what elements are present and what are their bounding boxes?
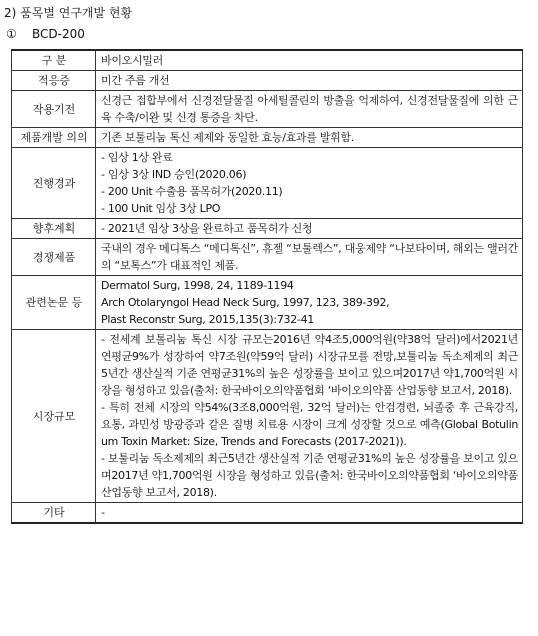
row-label: 관련논문 등 — [12, 276, 96, 330]
table-row — [12, 330, 523, 503]
cell-paragraph: - 보툴리눔 독소제제의 최근5년간 생산실적 기준 연평균31%의 높은 성장률을 보이고 있으며2017년 약1,700억원 시장을 형성하고 있음(출처: 한국바이오의약품협회 ‘바이오의약품 산업동향 보고서, 2018). — [101, 452, 518, 499]
table-row — [12, 276, 523, 330]
table-row — [12, 148, 523, 219]
cell-line: - 임상 1상 완료 — [101, 151, 173, 164]
cell-line: - 임상 3상 IND 승인(2020.06) — [101, 168, 247, 181]
table-row — [12, 91, 523, 128]
row-value — [96, 276, 523, 330]
section-title: 2) 품목별 연구개발 현황 — [4, 6, 133, 20]
row-value — [96, 239, 523, 276]
row-value — [96, 71, 523, 91]
cell-paragraph: - 특히 전체 시장의 약54%(3조8,000억원, 32억 달러)는 안검경련, 뇌졸중 후 근육강직, 요통, 과민성 방광증과 같은 질병 치료용 시장이 크게 성장할 것으로 예측(Global Botulinum Toxin Market: Size, Trends and Forecasts (2017-2021)). — [101, 401, 518, 448]
table-row — [12, 503, 523, 524]
row-value — [96, 50, 523, 71]
cell-paragraph: - 전세계 보톨리눔 톡신 시장 규모는2016년 약4조5,000억원(약38억 달러)에서2021년 연평균9%가 성장하여 약7조원(약59억 달러) 시장규모를 전망,보툴리눔 독소제제의 최근5년간 생산실적 기준 연평균31%의 높은 성장률을 보이고 있으며2017년 약1,700억원 시장을 형성하고 있음(출처: 한국바이오의약품협회 ‘바이오의약품 산업동향 보고서, 2018). — [101, 333, 518, 397]
row-label: 경쟁제품 — [12, 239, 96, 276]
cell-paragraph: 신경근 접합부에서 신경전달물질 아세틸콜린의 방출을 억제하여, 신경전달물질에 의한 근육 수축/이완 및 신경 통증을 차단. — [101, 94, 518, 124]
item-name: BCD-200 — [32, 27, 85, 41]
row-value — [96, 330, 523, 503]
row-label: 적응증 — [12, 71, 96, 91]
row-label: 진행경과 — [12, 148, 96, 219]
row-label: 향후계획 — [12, 219, 96, 239]
item-heading — [6, 27, 85, 41]
row-value — [96, 503, 523, 524]
row-value — [96, 219, 523, 239]
row-value — [96, 91, 523, 128]
cell-line: - 2021년 임상 3상을 완료하고 품목허가 신청 — [101, 222, 313, 235]
table-row — [12, 50, 523, 71]
row-label: 제품개발 의의 — [12, 128, 96, 148]
cell-line: 기존 보툴리눔 톡신 제제와 동일한 효능/효과를 발휘함. — [101, 131, 354, 144]
row-label: 기타 — [12, 503, 96, 524]
cell-line: Arch Otolaryngol Head Neck Surg, 1997, 123, 389-392, — [101, 296, 390, 309]
table-row — [12, 239, 523, 276]
row-label: 구 분 — [12, 50, 96, 71]
item-number: ① — [6, 27, 17, 41]
cell-line: 바이오시밀러 — [101, 54, 163, 67]
cell-line: 미간 주름 개선 — [101, 74, 170, 87]
cell-paragraph: 국내의 경우 메디톡스 “메디톡신”, 휴젤 “보툴렉스”, 대웅제약 “나보타이며, 해외는 앨러간의 “보톡스”가 대표적인 제품. — [101, 242, 518, 272]
table-row — [12, 71, 523, 91]
row-value — [96, 148, 523, 219]
cell-line: Dermatol Surg, 1998, 24, 1189-1194 — [101, 279, 294, 292]
row-value — [96, 128, 523, 148]
table-row — [12, 219, 523, 239]
cell-line: - 200 Unit 수출용 품목허가(2020.11) — [101, 185, 283, 198]
table-row — [12, 128, 523, 148]
cell-line: - — [101, 506, 105, 519]
row-label: 시장규모 — [12, 330, 96, 503]
cell-line: - 100 Unit 임상 3상 LPO — [101, 202, 221, 215]
cell-line: Plast Reconstr Surg, 2015,135(3):732-41 — [101, 313, 314, 326]
rnd-status-table — [11, 49, 523, 524]
row-label: 작용기전 — [12, 91, 96, 128]
